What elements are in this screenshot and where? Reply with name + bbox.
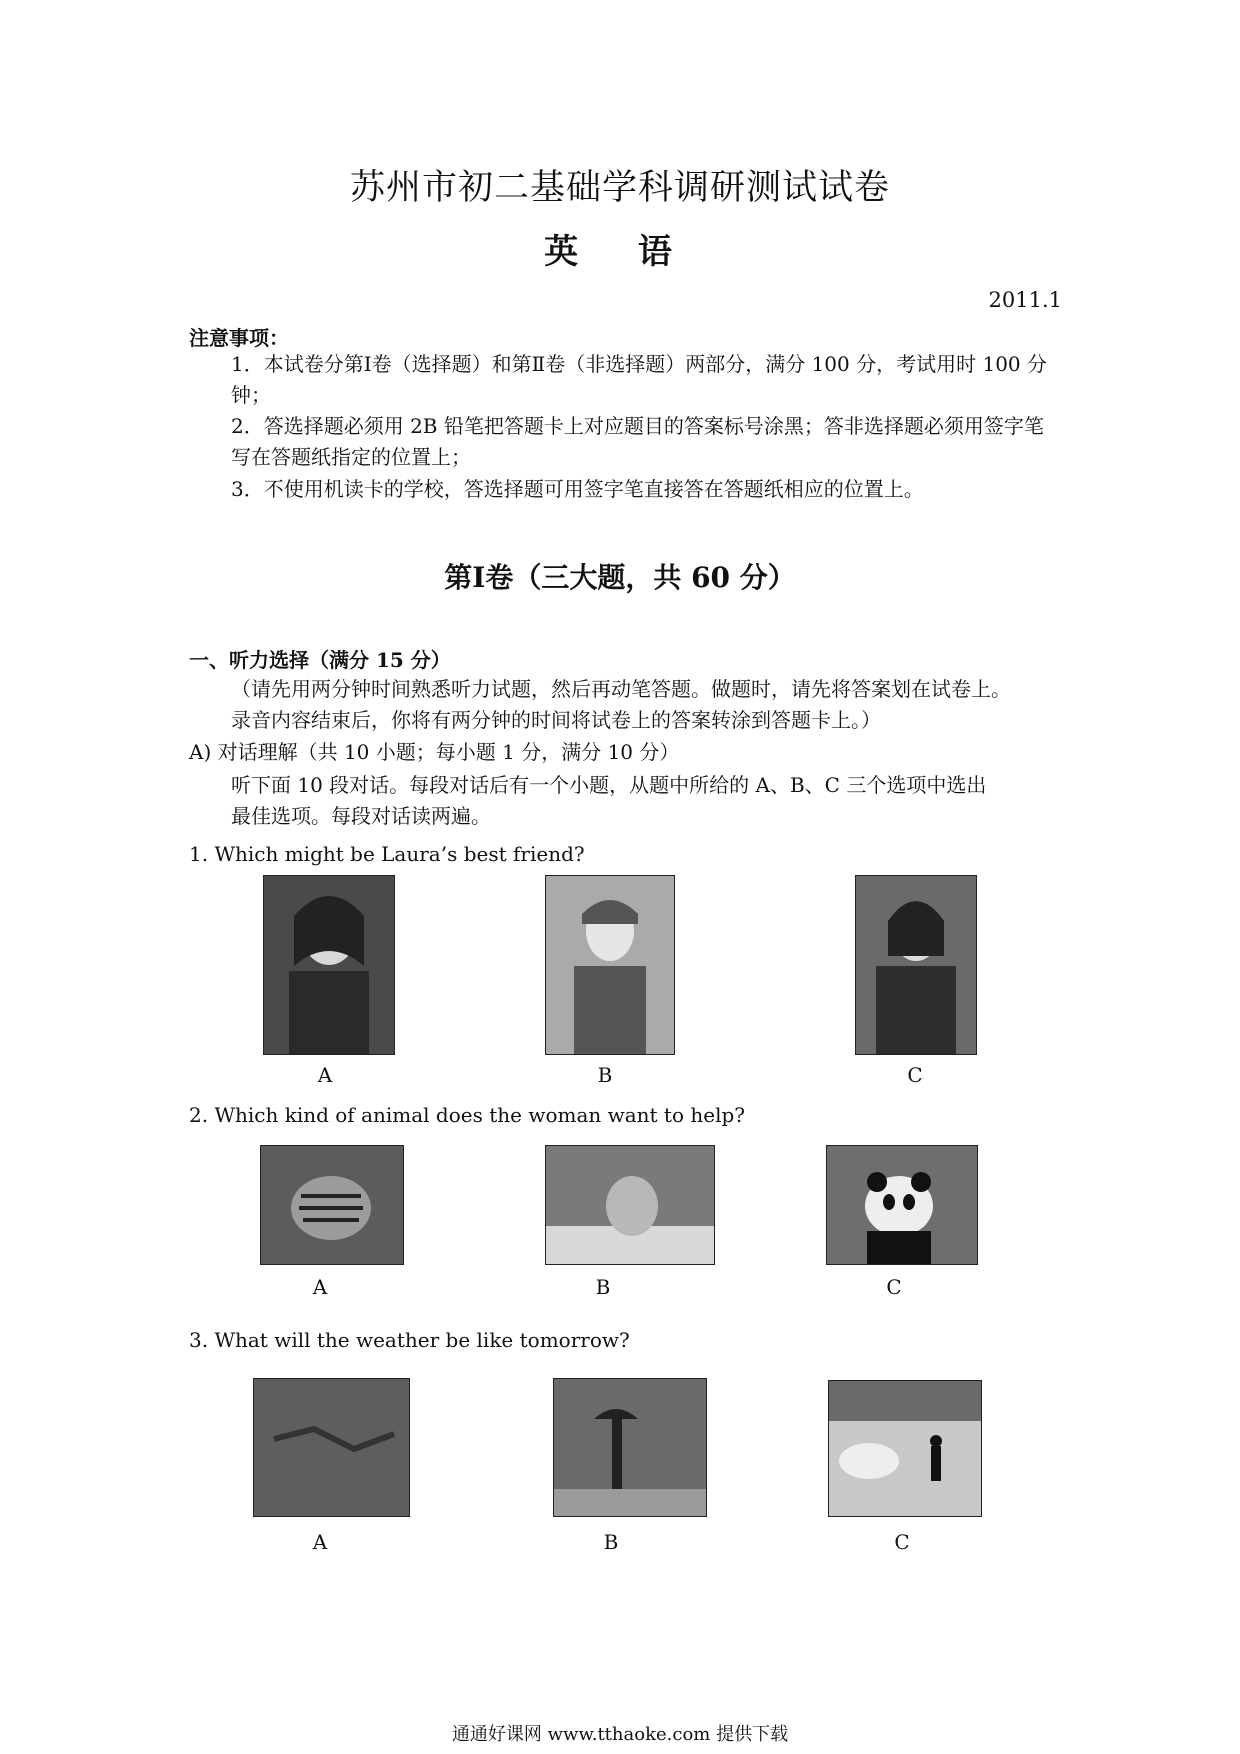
section-instruction-1: （请先用两分钟时间熟悉听力试题，然后再动笔答题。做题时，请先将答案划在试卷上。 bbox=[231, 677, 1011, 701]
question-3-option-c-image bbox=[828, 1380, 982, 1517]
notice-item-2 bbox=[189, 411, 1057, 473]
notice-item-1 bbox=[189, 349, 1057, 411]
question-2-option-b-image bbox=[545, 1145, 715, 1265]
question-1-option-a-image bbox=[263, 875, 395, 1055]
page-footer: 通通好课网 www.tthaoke.com 提供下载 bbox=[451, 1724, 789, 1745]
question-2-option-c-image bbox=[826, 1145, 978, 1265]
section-instruction-2: 录音内容结束后，你将有两分钟的时间将试卷上的答案转涂到答题卡上。） bbox=[231, 708, 881, 732]
notice-item-text: 3．不使用机读卡的学校，答选择题可用签字笔直接答在答题纸相应的位置上。 bbox=[231, 477, 924, 501]
question-2-option-b-label: B bbox=[595, 1275, 611, 1299]
notice-item-3 bbox=[189, 474, 1057, 505]
exam-title: 苏州市初二基础学科调研测试试卷 bbox=[349, 168, 890, 208]
question-3: 3. What will the weather be like tomorrow? bbox=[189, 1328, 630, 1352]
question-1: 1. Which might be Laura’s best friend? bbox=[189, 842, 585, 866]
part-a-heading: A) 对话理解（共 10 小题；每小题 1 分，满分 10 分） bbox=[189, 740, 680, 764]
question-3-option-b-label: B bbox=[603, 1530, 619, 1554]
question-1-option-b-label: B bbox=[597, 1063, 613, 1087]
question-2: 2. Which kind of animal does the woman want to help? bbox=[189, 1103, 746, 1127]
question-3-option-a-image bbox=[253, 1378, 410, 1517]
question-1-option-c-label: C bbox=[907, 1063, 923, 1087]
question-2-option-a-label: A bbox=[312, 1275, 328, 1299]
exam-date: 2011.1 bbox=[988, 288, 1062, 312]
notice-heading: 注意事项： bbox=[189, 326, 289, 350]
subject-title: 英 语 bbox=[544, 232, 696, 272]
notice-item-text: 2．答选择题必须用 2B 铅笔把答题卡上对应题目的答案标号涂黑；答非选择题必须用签字笔写在答题纸指定的位置上； bbox=[231, 414, 1044, 469]
part-a-desc-1: 听下面 10 段对话。每段对话后有一个小题，从题中所给的 A、B、C 三个选项中选出 bbox=[231, 773, 987, 797]
question-1-option-c-image bbox=[855, 875, 977, 1055]
volume-title: 第Ⅰ卷（三大题，共 60 分） bbox=[444, 561, 796, 594]
question-3-option-a-label: A bbox=[312, 1530, 328, 1554]
question-3-option-c-label: C bbox=[894, 1530, 910, 1554]
question-1-option-b-image bbox=[545, 875, 675, 1055]
question-2-option-c-label: C bbox=[886, 1275, 902, 1299]
part-a-desc-2: 最佳选项。每段对话读两遍。 bbox=[231, 804, 491, 828]
section-heading: 一、听力选择（满分 15 分） bbox=[189, 648, 451, 672]
question-3-option-b-image bbox=[553, 1378, 707, 1517]
question-2-option-a-image bbox=[260, 1145, 404, 1265]
question-1-option-a-label: A bbox=[317, 1063, 333, 1087]
notice-item-text: 1．本试卷分第Ⅰ卷（选择题）和第Ⅱ卷（非选择题）两部分，满分 100 分，考试用时 100 分钟； bbox=[231, 352, 1047, 407]
